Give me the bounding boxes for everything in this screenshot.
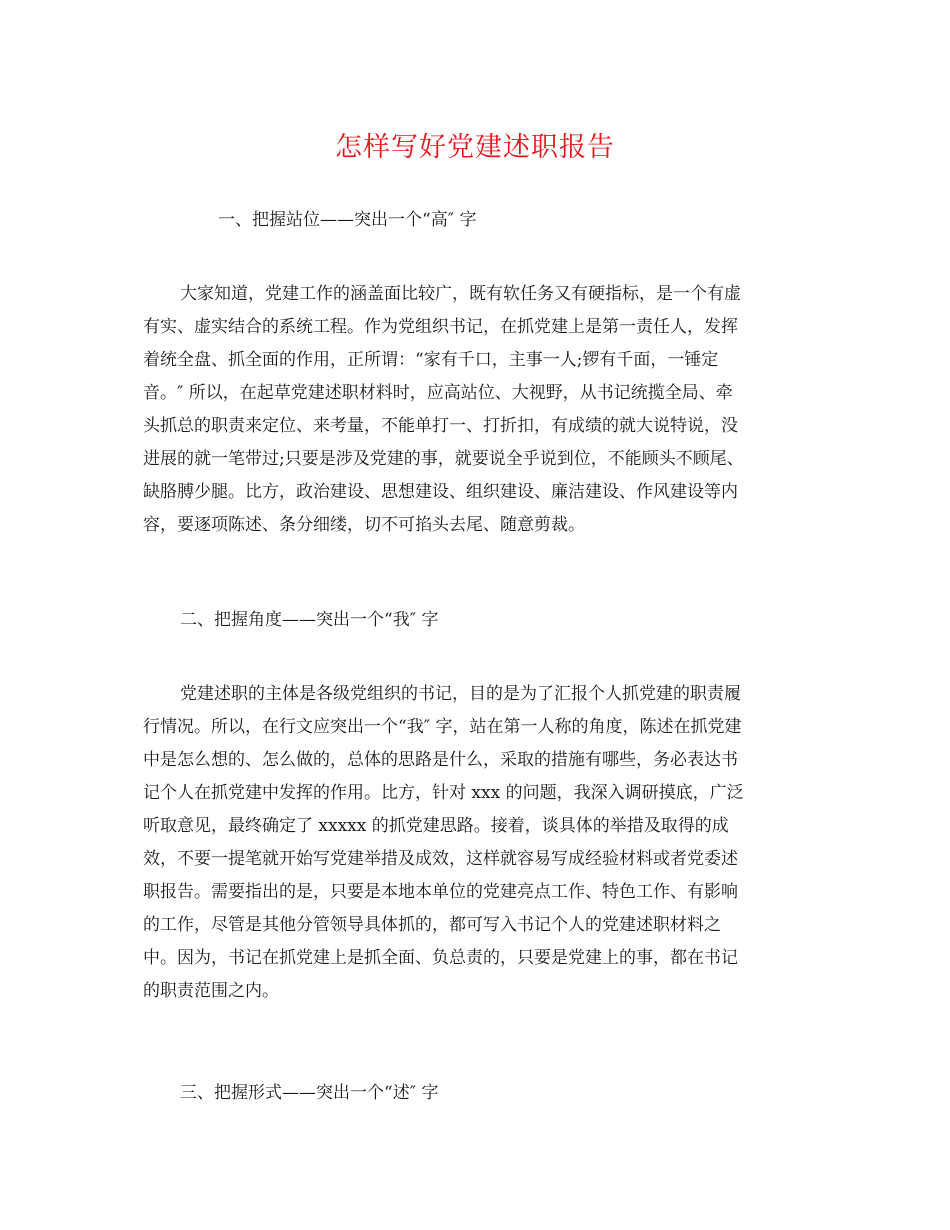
paragraph-line: 行情况。所以，在行文应突出一个“我″ 字，站在第一人称的角度，陈述在抓党建: [143, 717, 742, 737]
paragraph-line: 大家知道，党建工作的涵盖面比较广，既有软任务又有硬指标，是一个有虚: [180, 284, 741, 304]
paragraph-line: 缺胳膊少腿。比方，政治建设、思想建设、组织建设、廉洁建设、作风建设等内: [143, 482, 738, 502]
section-heading-1: 一、把握站位——突出一个“高″ 字: [218, 210, 477, 230]
section-heading-3: 三、把握形式——突出一个“述″ 字: [180, 1083, 439, 1103]
paragraph-line: 头抓总的职责来定位、来考量，不能单打一、打折扣，有成绩的就大说特说，没: [143, 416, 738, 436]
paragraph-line: 党建述职的主体是各级党组织的书记，目的是为了汇报个人抓党建的职责履: [180, 684, 741, 704]
paragraph-line: 职报告。需要指出的是，只要是本地本单位的党建亮点工作、特色工作、有影响: [143, 882, 738, 902]
paragraph-line: 的职责范围之内。: [143, 981, 279, 1001]
paragraph-line: 音。″ 所以，在起草党建述职材料时，应高站位、大视野，从书记统揽全局、牵: [143, 383, 733, 403]
paragraph-line: 着统全盘、抓全面的作用，正所谓：“家有千口，主事一人;锣有千面，一锤定: [143, 350, 719, 370]
document-title: 怎样写好党建述职报告: [335, 132, 615, 163]
paragraph-line: 有实、虚实结合的系统工程。作为党组织书记，在抓党建上是第一责任人，发挥: [143, 317, 738, 337]
paragraph-line: 容，要逐项陈述、条分细缕，切不可掐头去尾、随意剪裁。: [143, 515, 585, 535]
paragraph-line: 听取意见，最终确定了 xxxxx 的抓党建思路。接着，谈具体的举措及取得的成: [143, 816, 729, 836]
paragraph-line: 中。因为，书记在抓党建上是抓全面、负总责的，只要是党建上的事，都在书记: [143, 948, 738, 968]
section-heading-2: 二、把握角度——突出一个“我″ 字: [180, 610, 439, 630]
paragraph-line: 的工作，尽管是其他分管领导具体抓的，都可写入书记个人的党建述职材料之: [143, 915, 721, 935]
paragraph-line: 效，不要一提笔就开始写党建举措及成效，这样就容易写成经验材料或者党委述: [143, 849, 738, 869]
paragraph-line: 中是怎么想的、怎么做的，总体的思路是什么，采取的措施有哪些，务必表达书: [143, 750, 738, 770]
paragraph-line: 进展的就一笔带过;只要是涉及党建的事，就要说全乎说到位，不能顾头不顾尾、: [143, 449, 744, 469]
paragraph-line: 记个人在抓党建中发挥的作用。比方，针对 xxx 的问题，我深入调研摸底，广泛: [143, 783, 744, 803]
